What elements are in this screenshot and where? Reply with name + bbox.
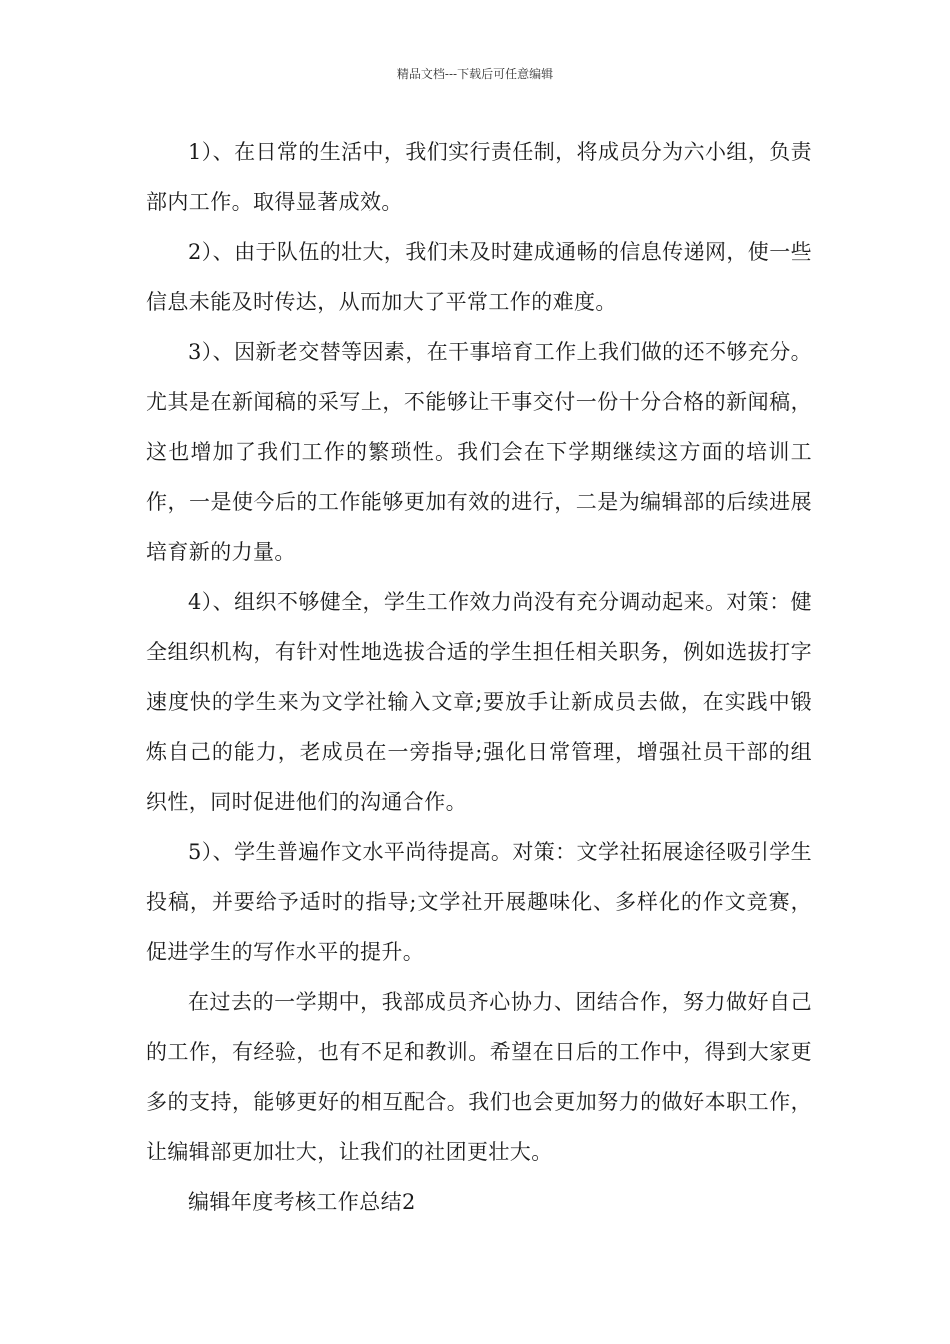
paragraph-4: 4）、组织不够健全，学生工作效力尚没有充分调动起来。对策：健全组织机构，有针对性地选拔合适的学生担任相关职务，例如选拔打字速度快的学生来为文学社输入文章;要放手让新成员去做，在实践中锻炼自己的能力，老成员在一旁指导;强化日常管理，增强社员干部的组织性，同时促进他们的沟通合作。 [146, 590, 812, 814]
page-header: 精品文档---下载后可任意编辑 [396, 67, 554, 81]
paragraph-5: 5）、学生普遍作文水平尚待提高。对策：文学社拓展途径吸引学生投稿，并要给予适时的指导;文学社开展趣味化、多样化的作文竞赛，促进学生的写作水平的提升。 [146, 840, 812, 964]
paragraph-2: 2）、由于队伍的壮大，我们未及时建成通畅的信息传递网，使一些信息未能及时传达，从而加大了平常工作的难度。 [146, 240, 812, 314]
paragraph-1: 1）、在日常的生活中，我们实行责任制，将成员分为六小组，负责部内工作。取得显著成效。 [146, 140, 812, 214]
section-title: 编辑年度考核工作总结2 [188, 1190, 416, 1214]
paragraph-3: 3）、因新老交替等因素，在干事培育工作上我们做的还不够充分。尤其是在新闻稿的采写上，不能够让干事交付一份十分合格的新闻稿，这也增加了我们工作的繁琐性。我们会在下学期继续这方面的培训工作，一是使今后的工作能够更加有效的进行，二是为编辑部的后续进展培育新的力量。 [146, 340, 812, 564]
document-body [146, 127, 812, 1227]
paragraph-conclusion: 在过去的一学期中，我部成员齐心协力、团结合作，努力做好自己的工作，有经验，也有不足和教训。希望在日后的工作中，得到大家更多的支持，能够更好的相互配合。我们也会更加努力的做好本职工作，让编辑部更加壮大，让我们的社团更壮大。 [146, 990, 812, 1164]
